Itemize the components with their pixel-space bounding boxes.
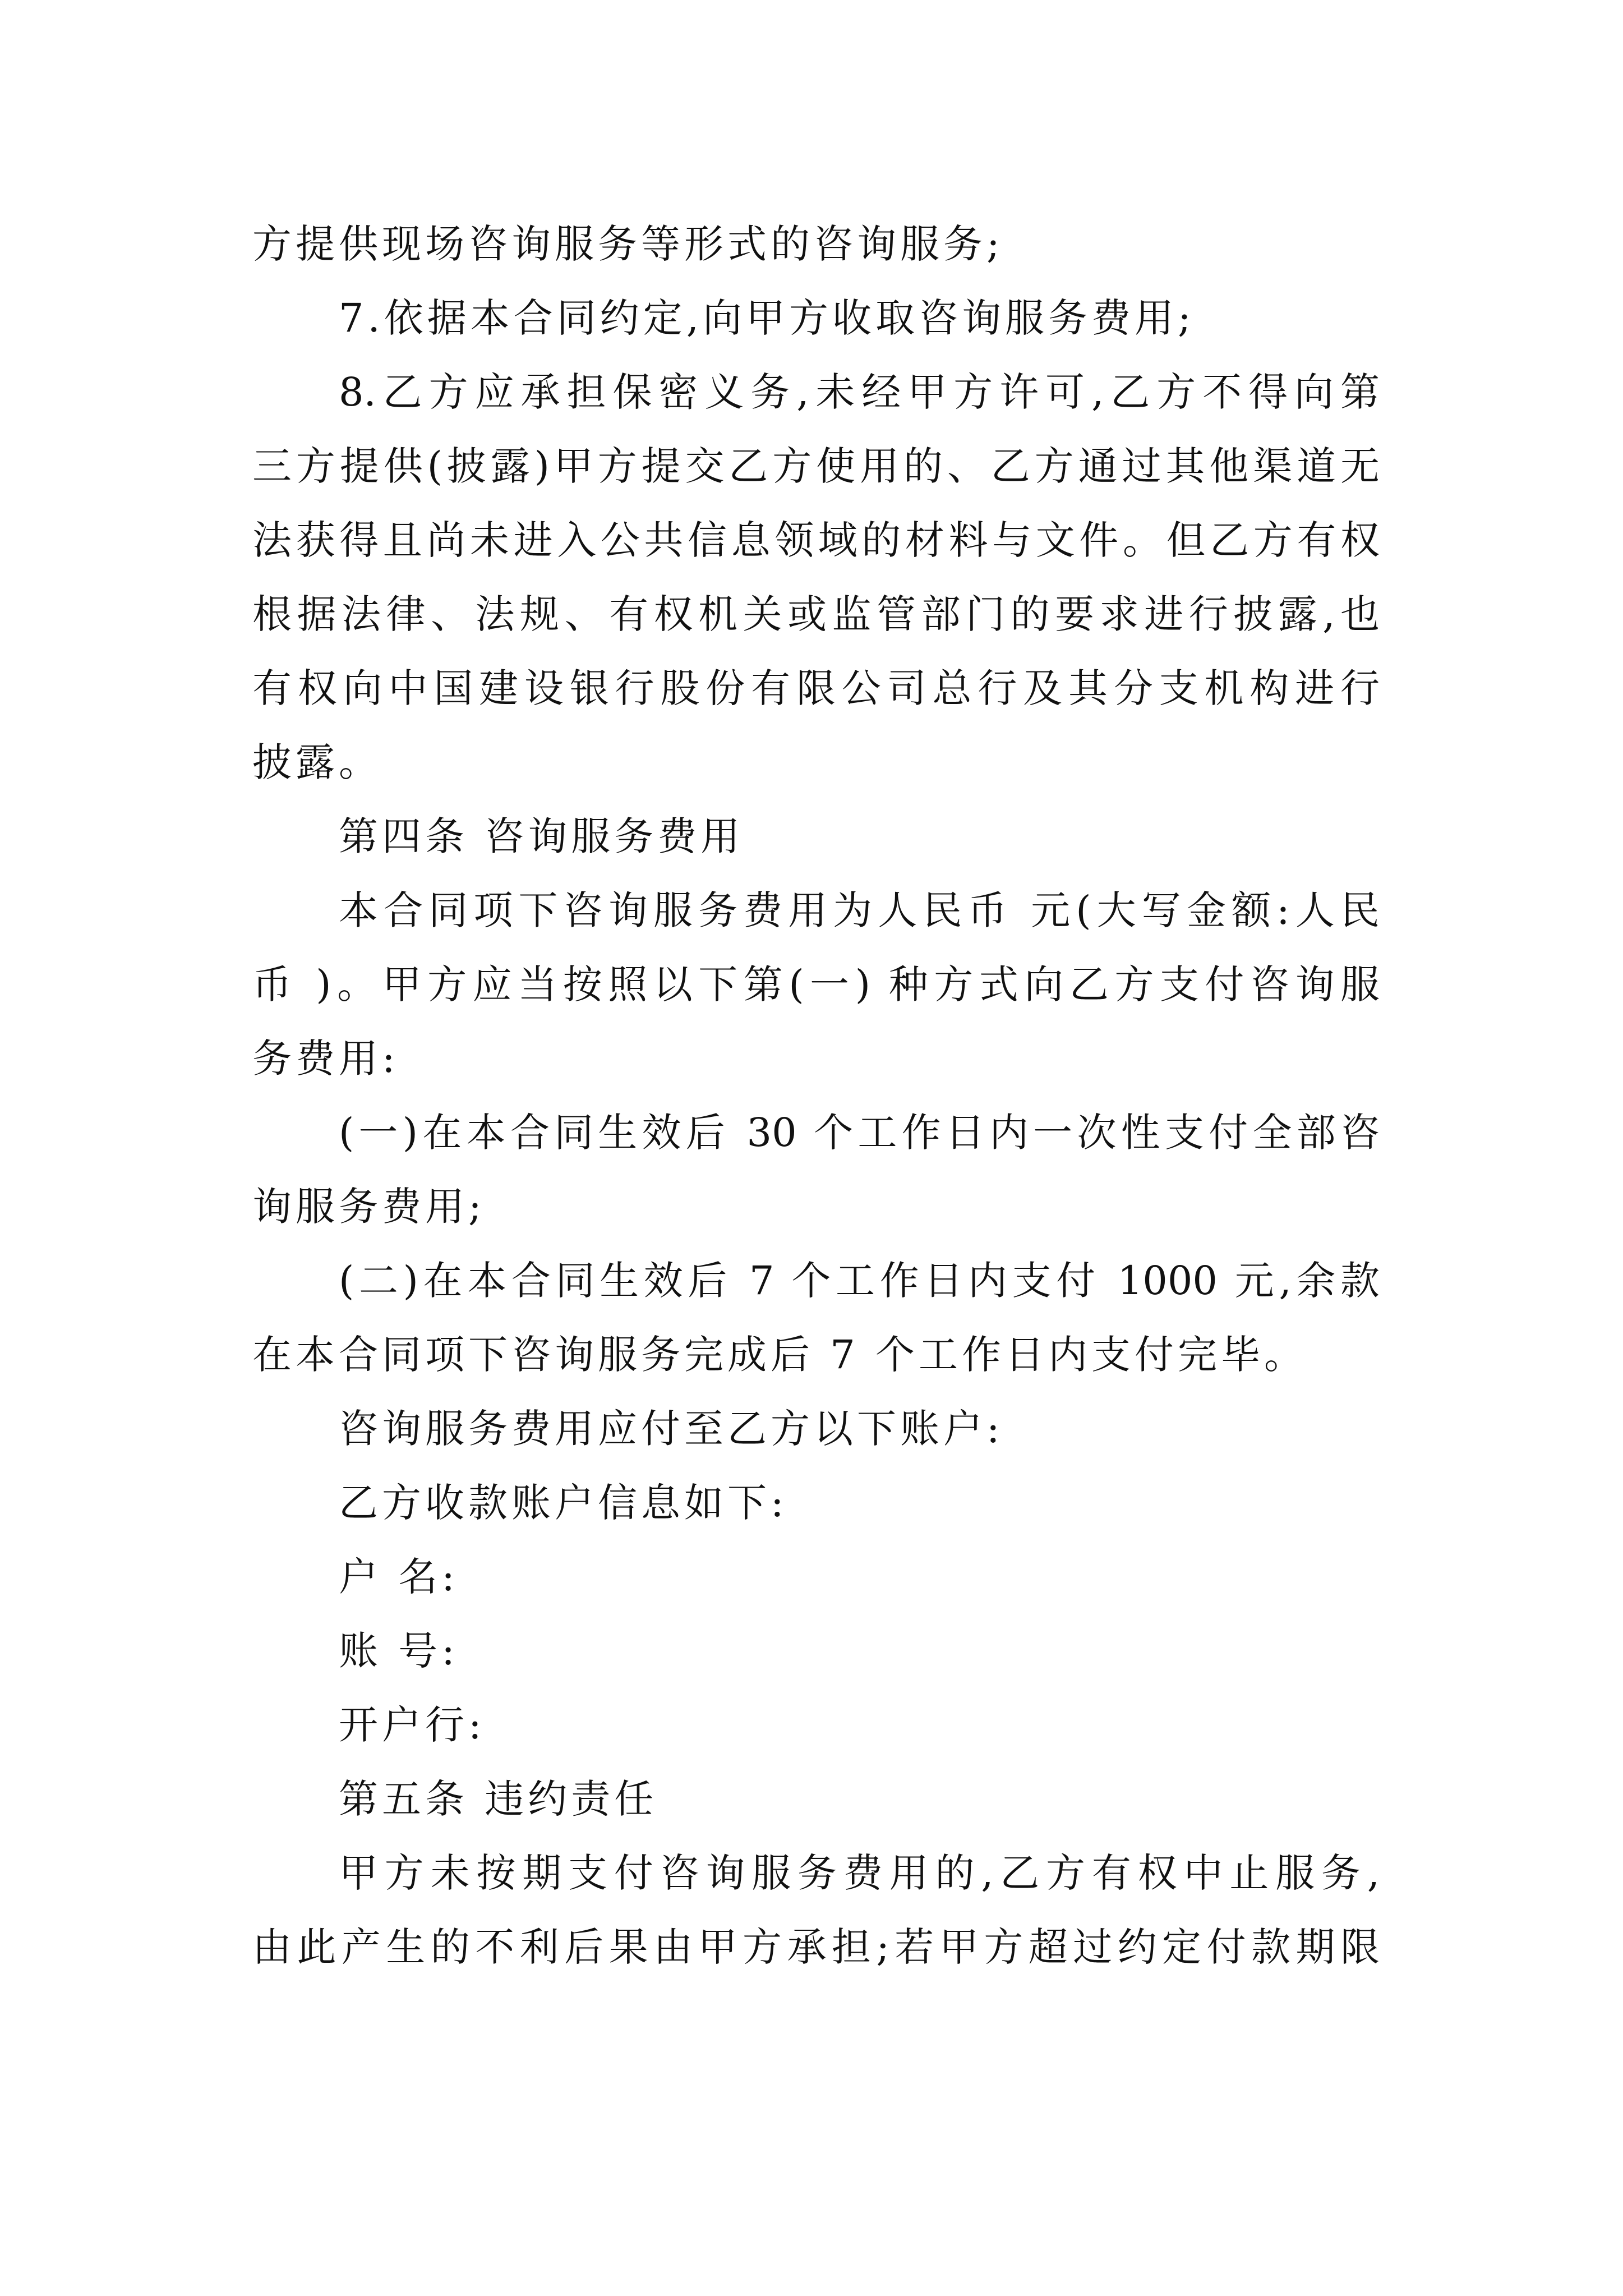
paragraph-line: 方提供现场咨询服务等形式的咨询服务; — [252, 221, 1004, 267]
bank-field: 开户行: — [339, 1702, 486, 1748]
paragraph-line: 务费用: — [252, 1036, 399, 1082]
account-number-field: 账 号: — [339, 1628, 459, 1674]
paragraph-line: 在本合同项下咨询服务完成后 7 个工作日内支付完毕。 — [252, 1332, 1308, 1378]
paragraph-line: 乙方收款账户信息如下: — [339, 1480, 788, 1526]
paragraph-line: 根据法律、法规、有权机关或监管部门的要求进行披露,也 — [252, 591, 1380, 637]
section-heading: 第五条 违约责任 — [339, 1776, 658, 1822]
paragraph-line: (二)在本合同生效后 7 个工作日内支付 1000 元,余款 — [339, 1258, 1380, 1304]
account-name-field: 户 名: — [339, 1554, 459, 1600]
paragraph-line: 本合同项下咨询服务费用为人民币 元(大写金额:人民 — [339, 887, 1380, 933]
paragraph-line: 询服务费用; — [252, 1184, 486, 1230]
paragraph-line: 有权向中国建设银行股份有限公司总行及其分支机构进行 — [252, 665, 1380, 711]
paragraph-line: 咨询服务费用应付至乙方以下账户: — [339, 1406, 1004, 1452]
paragraph-line: 三方提供(披露)甲方提交乙方使用的、乙方通过其他渠道无 — [252, 443, 1380, 489]
paragraph-line: 由此产生的不利后果由甲方承担;若甲方超过约定付款期限 — [252, 1924, 1380, 1970]
paragraph-line: 甲方未按期支付咨询服务费用的,乙方有权中止服务, — [339, 1850, 1380, 1896]
paragraph-line: (一)在本合同生效后 30 个工作日内一次性支付全部咨 — [339, 1110, 1380, 1156]
paragraph-line: 7.依据本合同约定,向甲方收取咨询服务费用; — [339, 295, 1195, 341]
paragraph-line: 法获得且尚未进入公共信息领域的材料与文件。但乙方有权 — [252, 517, 1380, 563]
section-heading: 第四条 咨询服务费用 — [339, 813, 744, 859]
paragraph-line: 8.乙方应承担保密义务,未经甲方许可,乙方不得向第 — [339, 369, 1380, 415]
paragraph-line: 币 )。甲方应当按照以下第(一) 种方式向乙方支付咨询服 — [252, 961, 1380, 1007]
paragraph-line: 披露。 — [252, 739, 382, 785]
